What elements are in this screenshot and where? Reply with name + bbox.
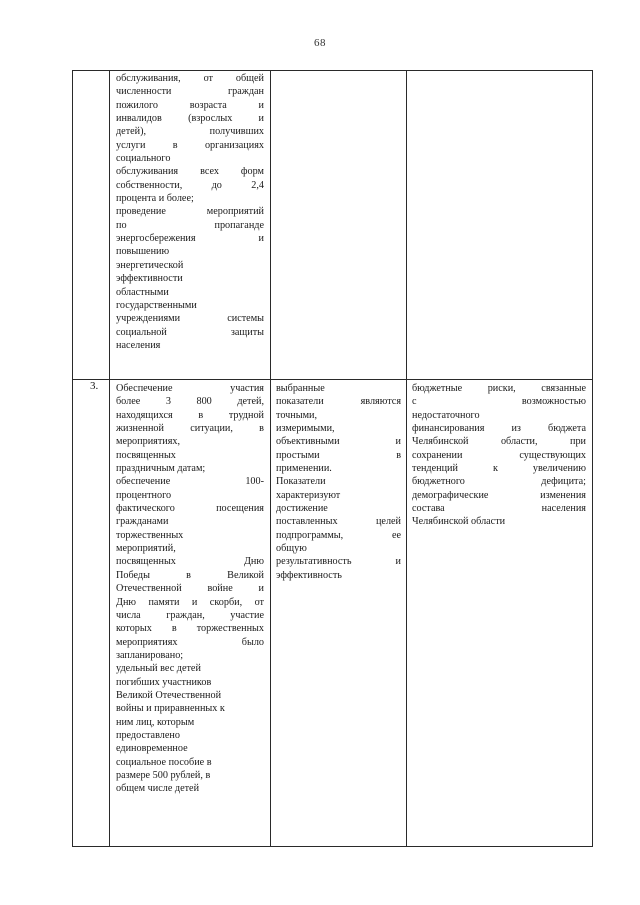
- text-line: обслуживания всех форм: [116, 166, 264, 178]
- text-line: энергетической: [116, 259, 184, 271]
- text-line: подпрограммы, ее: [276, 529, 401, 541]
- column-divider-1: [109, 70, 110, 847]
- text-line: выбранные: [276, 383, 325, 394]
- text-line: собственности, до 2,4: [116, 179, 264, 191]
- row-2-col-rationale: [276, 382, 401, 582]
- text-line: торжественных: [116, 529, 184, 541]
- text-line: Обеспечение участия: [116, 383, 264, 394]
- text-line: Показатели: [276, 476, 326, 488]
- text-line: Челябинской области, при: [412, 436, 586, 448]
- text-line: финансирования из бюджета: [412, 423, 586, 435]
- text-line: находящихся в трудной: [116, 409, 264, 421]
- text-line: погибших участников: [116, 676, 212, 688]
- row-2-col-indicators: [116, 382, 264, 796]
- text-line: применении.: [276, 463, 332, 475]
- text-line: запланировано;: [116, 649, 184, 661]
- text-line: Челябинской области: [412, 516, 506, 528]
- text-line: бюджетные риски, связанные: [412, 383, 586, 394]
- text-line: услуги в организациях: [116, 139, 264, 151]
- text-line: гражданами: [116, 516, 169, 528]
- text-line: по пропаганде: [116, 219, 264, 231]
- text-line: с возможностью: [412, 396, 586, 408]
- text-line: энергосбережения и: [116, 233, 264, 245]
- text-line: населения: [116, 339, 161, 351]
- text-line: пожилого возраста и: [116, 99, 264, 111]
- row-number: 3.: [90, 380, 99, 392]
- text-line: учреждениями системы: [116, 313, 264, 325]
- text-line: мероприятий,: [116, 543, 176, 555]
- text-line: эффективность: [276, 569, 342, 581]
- text-line: объективными и: [276, 436, 401, 448]
- table-border-left: [72, 70, 73, 847]
- column-divider-3: [406, 70, 407, 847]
- column-divider-2: [270, 70, 271, 847]
- table-border-bottom: [72, 846, 593, 847]
- text-line: простыми в: [276, 449, 401, 461]
- text-line: мероприятиях было: [116, 636, 264, 648]
- text-line: удельный вес детей: [116, 663, 201, 675]
- text-line: детей), получивших: [116, 126, 264, 138]
- page-number: 68: [314, 37, 326, 49]
- text-line: областными: [116, 286, 169, 298]
- text-line: процента и более;: [116, 193, 194, 205]
- text-line: состава населения: [412, 503, 586, 515]
- table-border-right: [592, 70, 593, 847]
- text-line: Отечественной войне и: [116, 583, 264, 595]
- text-line: точными,: [276, 409, 318, 421]
- text-line: тенденций к увеличению: [412, 463, 586, 475]
- text-line: недостаточного: [412, 409, 480, 421]
- text-line: единовременное: [116, 743, 188, 755]
- row-1-col-indicators: [116, 72, 264, 352]
- text-line: фактического посещения: [116, 503, 264, 515]
- text-line: посвященных: [116, 449, 176, 461]
- text-line: Великой Отечественной: [116, 689, 222, 701]
- text-line: жизненной ситуации, в: [116, 423, 264, 435]
- text-line: эффективности: [116, 273, 183, 285]
- text-line: измеримыми,: [276, 423, 335, 435]
- text-line: социального: [116, 153, 171, 165]
- text-line: более 3 800 детей,: [116, 396, 264, 408]
- text-line: численности граждан: [116, 86, 264, 98]
- text-line: повышению: [116, 246, 170, 258]
- text-line: обслуживания, от общей: [116, 73, 264, 84]
- text-line: посвященных Дню: [116, 556, 264, 568]
- text-line: проведение мероприятий: [116, 206, 264, 218]
- text-line: общем числе детей: [116, 783, 200, 795]
- text-line: государственными: [116, 299, 197, 311]
- text-line: мероприятиях,: [116, 436, 181, 448]
- text-line: сохранении существующих: [412, 449, 586, 461]
- text-line: которых в торжественных: [116, 623, 264, 635]
- text-line: достижение: [276, 503, 328, 515]
- text-line: ним лиц, которым: [116, 716, 195, 728]
- text-line: обеспечение 100-: [116, 476, 264, 488]
- row-divider: [72, 379, 593, 380]
- text-line: предоставлено: [116, 729, 180, 741]
- text-line: поставленных целей: [276, 516, 401, 528]
- text-line: процентного: [116, 489, 172, 501]
- text-line: результативность и: [276, 556, 401, 568]
- text-line: показатели являются: [276, 396, 401, 408]
- text-line: войны и приравненных к: [116, 703, 225, 715]
- table-border-top: [72, 70, 593, 71]
- text-line: инвалидов (взрослых и: [116, 113, 264, 125]
- text-line: демографические изменения: [412, 489, 586, 501]
- text-line: праздничным датам;: [116, 463, 206, 475]
- row-2-col-risks: [412, 382, 586, 529]
- text-line: характеризуют: [276, 489, 341, 501]
- text-line: числа граждан, участие: [116, 609, 264, 621]
- text-line: Дню памяти и скорби, от: [116, 596, 264, 608]
- text-line: Победы в Великой: [116, 569, 264, 581]
- text-line: общую: [276, 543, 307, 555]
- text-line: бюджетного дефицита;: [412, 476, 586, 488]
- text-line: социальной защиты: [116, 326, 264, 338]
- text-line: социальное пособие в: [116, 756, 212, 768]
- text-line: размере 500 рублей, в: [116, 769, 211, 781]
